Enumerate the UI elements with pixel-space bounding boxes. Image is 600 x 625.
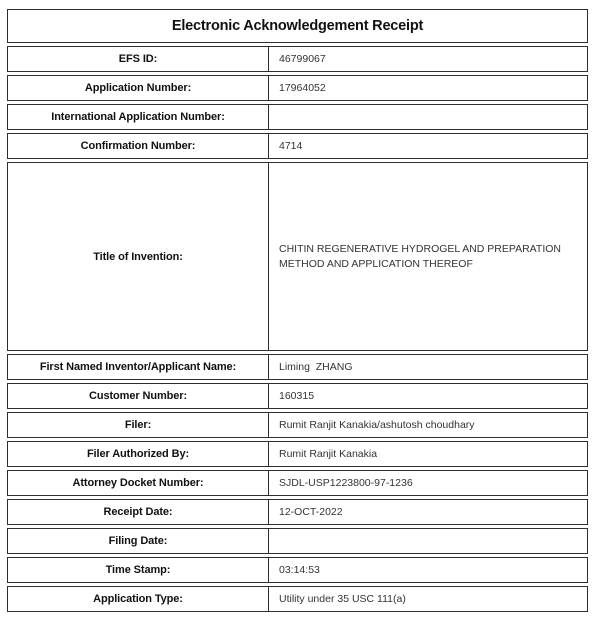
- row-value: 46799067: [279, 52, 326, 65]
- table-row: [7, 557, 588, 583]
- row-value: [269, 105, 587, 129]
- table-row: [7, 133, 588, 159]
- row-label: Time Stamp:: [8, 558, 269, 582]
- row-label: Filer:: [8, 413, 269, 437]
- row-label: Customer Number:: [8, 384, 269, 408]
- row-label: Application Number:: [8, 76, 269, 100]
- table-row: [7, 354, 588, 380]
- row-label: Application Type:: [8, 587, 269, 611]
- row-label: Title of Invention:: [8, 163, 269, 350]
- row-label: Attorney Docket Number:: [8, 471, 269, 495]
- row-value: 17964052: [279, 81, 326, 94]
- table-row: [7, 75, 588, 101]
- receipt-rows: [7, 46, 588, 612]
- table-row: [7, 470, 588, 496]
- receipt-document: [7, 9, 588, 615]
- table-row: [7, 162, 588, 351]
- row-label: Filer Authorized By:: [8, 442, 269, 466]
- table-row: [7, 441, 588, 467]
- row-value: Rumit Ranjit Kanakia/ashutosh choudhary: [279, 418, 475, 431]
- row-value: 03:14:53: [279, 563, 320, 576]
- row-value: 12-OCT-2022: [279, 505, 343, 518]
- row-label: Receipt Date:: [8, 500, 269, 524]
- row-value: 160315: [279, 389, 315, 402]
- table-row: [7, 528, 588, 554]
- table-row: [7, 499, 588, 525]
- row-value: 4714: [279, 139, 303, 152]
- row-label: First Named Inventor/Applicant Name:: [8, 355, 269, 379]
- table-row: [7, 586, 588, 612]
- row-label: EFS ID:: [8, 47, 269, 71]
- table-row: [7, 412, 588, 438]
- row-label: International Application Number:: [8, 105, 269, 129]
- row-value: Utility under 35 USC 111(a): [279, 592, 406, 605]
- row-value: Liming ZHANG: [279, 360, 353, 373]
- table-row: [7, 383, 588, 409]
- row-label: Filing Date:: [8, 529, 269, 553]
- table-row: [7, 104, 588, 130]
- row-value: [269, 529, 587, 553]
- row-value: Rumit Ranjit Kanakia: [279, 447, 378, 460]
- row-value: CHITIN REGENERATIVE HYDROGEL AND PREPARATION METHOD AND APPLICATION THEREOF: [279, 243, 564, 270]
- table-row: [7, 46, 588, 72]
- receipt-title: Electronic Acknowledgement Receipt: [7, 9, 588, 43]
- row-label: Confirmation Number:: [8, 134, 269, 158]
- row-value: SJDL-USP1223800-97-1236: [279, 476, 413, 489]
